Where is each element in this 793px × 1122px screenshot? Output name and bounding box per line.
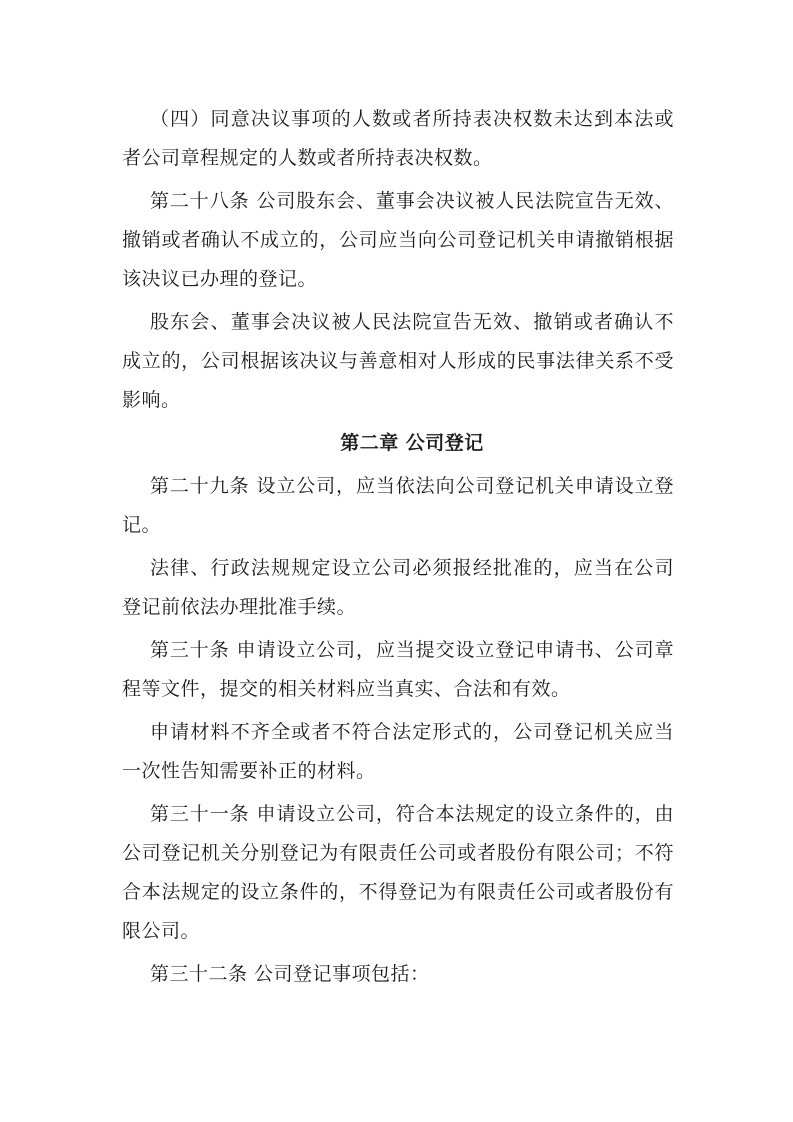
paragraph-article-30-clause-2: 申请材料不齐全或者不符合法定形式的，公司登记机关应当一次性告知需要补正的材料。 xyxy=(122,721,674,782)
paragraph-article-28-clause-2: 股东会、董事会决议被人民法院宣告无效、撤销或者确认不成立的，公司根据该决议与善意相对人形成的民事法律关系不受影响。 xyxy=(122,311,674,411)
paragraph-item-4-condition: （四）同意决议事项的人数或者所持表决权数未达到本法或者公司章程规定的人数或者所持表决权数。 xyxy=(122,108,674,169)
paragraph-article-30: 第三十条 申请设立公司，应当提交设立登记申请书、公司章程等文件，提交的相关材料应当真实、合法和有效。 xyxy=(122,639,674,700)
chapter-title: 第二章 公司登记 xyxy=(340,432,484,454)
paragraph-article-29-clause-2: 法律、行政法规规定设立公司必须报经批准的，应当在公司登记前依法办理批准手续。 xyxy=(122,557,674,618)
paragraph-article-31: 第三十一条 申请设立公司，符合本法规定的设立条件的，由公司登记机关分别登记为有限责任公司或者股份有限公司；不符合本法规定的设立条件的，不得登记为有限责任公司或者股份有限公司。 xyxy=(122,803,674,942)
paragraph-article-29: 第二十九条 设立公司，应当依法向公司登记机关申请设立登记。 xyxy=(122,475,674,536)
paragraph-article-32: 第三十二条 公司登记事项包括： xyxy=(150,963,430,985)
paragraph-article-28: 第二十八条 公司股东会、董事会决议被人民法院宣告无效、撤销或者确认不成立的，公司应当向公司登记机关申请撤销根据该决议已办理的登记。 xyxy=(122,190,674,290)
document-body xyxy=(122,100,674,994)
